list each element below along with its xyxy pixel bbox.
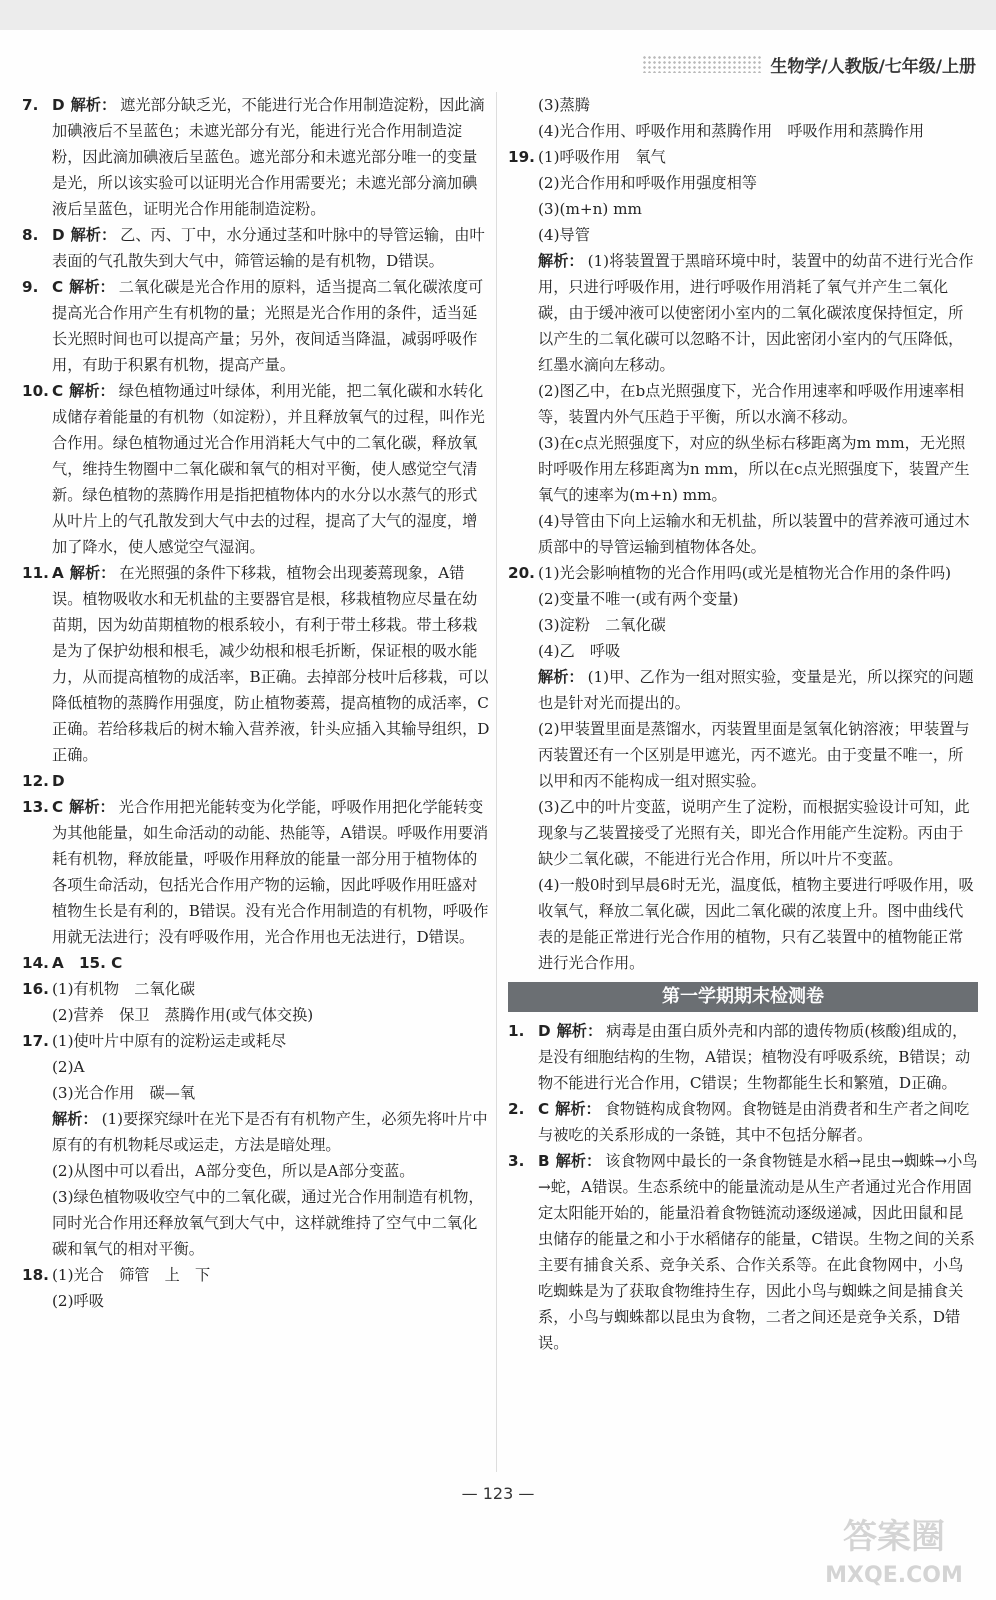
answer-choice: D — [52, 772, 65, 790]
answer-choice: A 15. C — [52, 954, 123, 972]
analysis-paragraph — [508, 664, 978, 716]
analysis-text: 该食物网中最长的一条食物链是水稻→昆虫→蜘蛛→小鸟→蛇，A错误。生态系统中的能量流动是从生产者通过光合作用固定太阳能开始的，能量沿着食物链流动逐级递减，因此田鼠和昆虫储存的能量之和小于水稻储存的能量，C错误。生物之间的关系主要有捕食关系、竞争关系、合作关系等。在此食物网中，小鸟吃蜘蛛是为了获取食物维持生存，因此小鸟与蜘蛛之间是捕食关系，小鸟与蜘蛛都以昆虫为食物，二者之间还是竞争关系，D错误。 — [538, 1152, 978, 1352]
answer-line: (4)导管 — [538, 226, 590, 244]
answer-choice: D — [52, 226, 65, 244]
analysis-text: 遮光部分缺乏光，不能进行光合作用制造淀粉，因此滴加碘液后不呈蓝色；未遮光部分有光，能进行光合作用制造淀粉，因此滴加碘液后呈蓝色。遮光部分和未遮光部分唯一的变量是光，所以该实验可以证明光合作用需要光；未遮光部分滴加碘液后呈蓝色，证明光合作用能制造淀粉。 — [52, 96, 485, 218]
answer-choice: D — [538, 1022, 551, 1040]
analysis-label: 解析： — [556, 1022, 603, 1040]
analysis-text: (4)一般0时到早晨6时无光，温度低，植物主要进行呼吸作用，吸收氧气，释放二氧化碳，因此二氧化碳的浓度上升。图中曲线代表的是能正常进行光合作用的植物，只有乙装置中的植物能正常进行光合作用。 — [538, 876, 974, 972]
item-number: 11. — [22, 564, 49, 582]
analysis-paragraph — [22, 1184, 490, 1262]
item-number: 16. — [22, 980, 49, 998]
analysis-paragraph — [508, 378, 978, 430]
analysis-text: (2)从图中可以看出，A部分变色，所以是A部分变蓝。 — [52, 1162, 415, 1180]
answer-line: (3)淀粉 二氧化碳 — [538, 616, 666, 634]
answer-item — [22, 768, 490, 794]
answer-item — [22, 1262, 490, 1314]
answer-choice: C — [52, 382, 64, 400]
item-number: 13. — [22, 798, 49, 816]
book-title: 生物学/人教版/七年级/上册 — [770, 56, 976, 77]
analysis-text: 光合作用把光能转变为化学能，呼吸作用把化学能转变为其他能量，如生命活动的动能、热能等，A错误。呼吸作用要消耗有机物，释放能量，呼吸作用释放的能量一部分用于植物体的各项生命活动，包括光合作用产物的运输，因此呼吸作用旺盛对植物生长是有利的，B错误。没有光合作用制造的有机物，呼吸作用就无法进行；没有呼吸作用，光合作用也无法进行，D错误。 — [52, 798, 489, 946]
analysis-text: (1)将装置置于黑暗环境中时，装置中的幼苗不进行光合作用，只进行呼吸作用，进行呼吸作用消耗了氧气并产生二氧化碳，由于缓冲液可以使密闭小室内的二氧化碳浓度保持恒定，所以产生的二氧化碳可以忽略不计，因此密闭小室内的气压降低，红墨水滴向左移动。 — [538, 252, 974, 374]
answer-line: (1)光合 筛管 上 下 — [52, 1266, 211, 1284]
analysis-text: 乙、丙、丁中，水分通过茎和叶脉中的导管运输，由叶表面的气孔散失到大气中，筛管运输的是有机物，D错误。 — [52, 226, 485, 270]
answer-line: (3)光合作用 碳—氧 — [52, 1084, 196, 1102]
item-number: 2. — [508, 1100, 525, 1118]
answer-item — [508, 1018, 978, 1096]
answer-item — [22, 794, 490, 950]
analysis-paragraph — [22, 1106, 490, 1158]
analysis-label: 解析： — [69, 798, 115, 816]
answer-item — [508, 1148, 978, 1356]
answer-line: (1)有机物 二氧化碳 — [52, 980, 196, 998]
item-number: 10. — [22, 382, 49, 400]
analysis-text: 病毒是由蛋白质外壳和内部的遗传物质(核酸)组成的，是没有细胞结构的生物，A错误；植物没有呼吸系统，B错误；动物不能进行光合作用，C错误；生物都能生长和繁殖，D正确。 — [538, 1022, 971, 1092]
analysis-paragraph — [508, 794, 978, 872]
answer-choice: C — [52, 798, 64, 816]
analysis-paragraph — [508, 430, 978, 508]
answer-line: (2)变量不唯一(或有两个变量) — [538, 590, 739, 608]
analysis-text: (1)要探究绿叶在光下是否有有机物产生，必须先将叶片中原有的有机物耗尽或运走，方法是暗处理。 — [52, 1110, 488, 1154]
analysis-paragraph — [22, 1158, 490, 1184]
analysis-text: (2)甲装置里面是蒸馏水，丙装置里面是氢氧化钠溶液；甲装置与丙装置还有一个区别是甲遮光，丙不遮光。由于变量不唯一，所以甲和丙不能构成一组对照实验。 — [538, 720, 970, 790]
section-title: 第一学期期末检测卷 — [508, 982, 978, 1012]
answer-line: (2)A — [52, 1058, 85, 1076]
item-number: 3. — [508, 1152, 525, 1170]
item-number: 9. — [22, 278, 39, 296]
item-number: 18. — [22, 1266, 49, 1284]
item-number: 17. — [22, 1032, 49, 1050]
item-number: 12. — [22, 772, 49, 790]
analysis-paragraph — [508, 872, 978, 976]
analysis-label: 解析： — [555, 1100, 601, 1118]
answer-choice: D — [52, 96, 65, 114]
analysis-label: 解析： — [538, 252, 584, 270]
answer-choice: B — [538, 1152, 550, 1170]
answer-item — [22, 92, 490, 222]
answer-item — [22, 1028, 490, 1106]
analysis-text: 二氧化碳是光合作用的原料，适当提高二氧化碳浓度可提高光合作用产生有机物的量；光照是光合作用的条件，适当延长光照时间也可以提高产量；另外，夜间适当降温，减弱呼吸作用，有助于积累有机物，提高产量。 — [52, 278, 484, 374]
item-number: 14. — [22, 954, 49, 972]
item-number: 7. — [22, 96, 39, 114]
watermark-logo — [814, 1508, 974, 1594]
item-number: 20. — [508, 564, 535, 582]
item-number: 1. — [508, 1022, 525, 1040]
answer-line: (3)蒸腾 — [538, 96, 590, 114]
analysis-text: (1)甲、乙作为一组对照实验，变量是光，所以探究的问题也是针对光而提出的。 — [538, 668, 974, 712]
answer-item — [22, 950, 490, 976]
top-band — [0, 0, 996, 30]
analysis-label: 解析： — [70, 226, 117, 244]
analysis-label: 解析： — [70, 96, 117, 114]
page-header — [642, 44, 976, 84]
analysis-text: (3)乙中的叶片变蓝，说明产生了淀粉，而根据实验设计可知，此现象与乙装置接受了光照有关，即光合作用能产生淀粉。丙由于缺少二氧化碳，不能进行光合作用，所以叶片不变蓝。 — [538, 798, 970, 868]
analysis-label: 解析： — [52, 1110, 98, 1128]
watermark-line2: MXQE.COM — [825, 1563, 963, 1588]
analysis-label: 解析： — [69, 382, 115, 400]
item-number: 19. — [508, 148, 535, 166]
answer-item — [508, 1096, 978, 1148]
answer-item — [22, 274, 490, 378]
analysis-text: 食物链构成食物网。食物链是由消费者和生产者之间吃与被吃的关系形成的一条链，其中不包括分解者。 — [538, 1100, 970, 1144]
column-divider — [496, 92, 497, 1472]
analysis-label: 解析： — [538, 668, 584, 686]
answer-choice: C — [52, 278, 64, 296]
answer-item — [22, 976, 490, 1028]
answer-item — [508, 144, 978, 248]
analysis-text: (3)在c点光照强度下，对应的纵坐标右移距离为m mm，无光照时呼吸作用左移距离为n mm，所以在c点光照强度下，装置产生氧气的速率为(m+n) mm。 — [538, 434, 970, 504]
analysis-label: 解析： — [69, 278, 115, 296]
analysis-paragraph — [508, 716, 978, 794]
answer-item — [508, 560, 978, 664]
analysis-label: 解析： — [69, 564, 116, 582]
answer-line: (2)营养 保卫 蒸腾作用(或气体交换) — [52, 1006, 314, 1024]
answer-choice: A — [52, 564, 64, 582]
page-number: — 123 — — [461, 1484, 535, 1503]
answer-line: (1)使叶片中原有的淀粉运走或耗尽 — [52, 1032, 287, 1050]
answer-item — [22, 378, 490, 560]
answer-line: (4)光合作用、呼吸作用和蒸腾作用 呼吸作用和蒸腾作用 — [538, 122, 925, 140]
answer-item — [22, 222, 490, 274]
left-column — [22, 92, 490, 1314]
analysis-text: 绿色植物通过叶绿体，利用光能，把二氧化碳和水转化成储存着能量的有机物（如淀粉），并且释放氧气的过程，叫作光合作用。绿色植物通过光合作用消耗大气中的二氧化碳，释放氧气，维持生物圈中二氧化碳和氧气的相对平衡，使人感觉空气清新。绿色植物的蒸腾作用是指把植物体内的水分以水蒸气的形式从叶片上的气孔散发到大气中去的过程，提高了大气的湿度，增加了降水，使人感觉空气湿润。 — [52, 382, 485, 556]
answer-line: (2)呼吸 — [52, 1292, 104, 1310]
analysis-text: 在光照强的条件下移栽，植物会出现萎蔫现象，A错误。植物吸收水和无机盐的主要器官是根，移栽植物应尽量在幼苗期，因为幼苗期植物的根系较小，有利于带土移栽。带土移栽是为了保护幼根和根毛，减少幼根和根毛折断，保证根的吸水能力，从而提高植物的成活率，B正确。去掉部分枝叶后移栽，可以降低植物的蒸腾作用强度，防止植物萎蔫，提高植物的成活率，C正确。若给移栽后的树木输入营养液，针头应插入其输导组织，D正确。 — [52, 564, 490, 764]
analysis-text: (2)图乙中，在b点光照强度下，光合作用速率和呼吸作用速率相等，装置内外气压趋于平衡，所以水滴不移动。 — [538, 382, 965, 426]
answer-item — [22, 560, 490, 768]
analysis-paragraph — [508, 248, 978, 378]
answer-line: (3)(m+n) mm — [538, 200, 642, 218]
answer-line: (4)乙 呼吸 — [538, 642, 621, 660]
answer-line: (1)光会影响植物的光合作用吗(或光是植物光合作用的条件吗) — [538, 564, 952, 582]
analysis-label: 解析： — [555, 1152, 602, 1170]
analysis-text: (3)绿色植物吸收空气中的二氧化碳，通过光合作用制造有机物，同时光合作用还释放氧气到大气中，这样就维持了空气中二氧化碳和氧气的相对平衡。 — [52, 1188, 484, 1258]
right-column — [508, 92, 978, 1356]
answer-choice: C — [538, 1100, 550, 1118]
analysis-text: (4)导管由下向上运输水和无机盐，所以装置中的营养液可通过木质部中的导管运输到植物体各处。 — [538, 512, 970, 556]
answer-line: (1)呼吸作用 氧气 — [538, 148, 666, 166]
item-number: 8. — [22, 226, 39, 244]
watermark-line1: 答案圈 — [843, 1517, 945, 1557]
header-dot-pattern — [642, 55, 762, 73]
answer-line: (2)光合作用和呼吸作用强度相等 — [538, 174, 757, 192]
analysis-paragraph — [508, 508, 978, 560]
